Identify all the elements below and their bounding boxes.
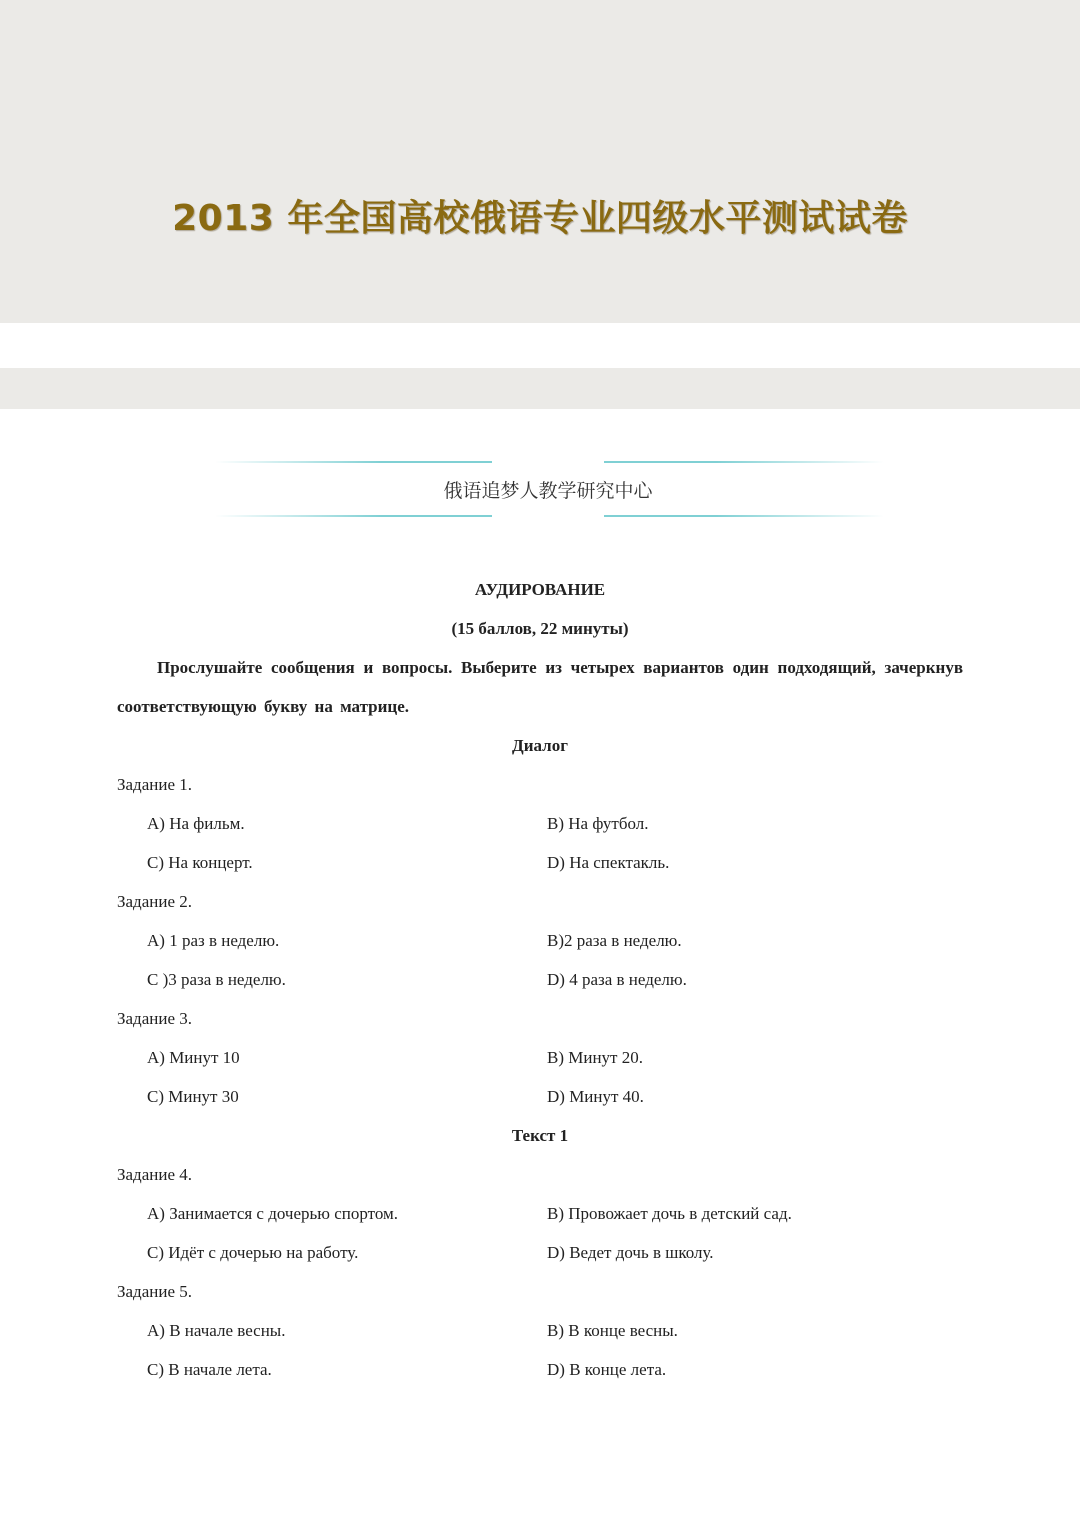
exam-content — [117, 570, 963, 1389]
option-b: B)2 раза в неделю. — [547, 931, 682, 950]
option-d: D) Минут 40. — [547, 1087, 644, 1106]
option-row — [117, 921, 963, 960]
option-d: D) В конце лета. — [547, 1360, 667, 1379]
option-c: C) На концерт. — [147, 853, 253, 872]
option-b: B) Минут 20. — [547, 1048, 643, 1067]
option-row — [117, 1038, 963, 1077]
task-label: Задание 1. — [117, 775, 192, 794]
task-label: Задание 4. — [117, 1165, 192, 1184]
section-instruction: Прослушайте сообщения и вопросы. Выберите из четырех вариантов один подходящий, зачеркнув соответствующую букву на матрице. — [117, 658, 963, 716]
option-row — [117, 1233, 963, 1272]
document-title: 2013 年全国高校俄语专业四级水平测试试卷 — [172, 198, 908, 239]
option-row — [117, 1077, 963, 1116]
option-c: C) Идёт с дочерью на работу. — [147, 1243, 359, 1262]
dialog-heading: Диалог — [512, 736, 568, 755]
section-subheading: (15 баллов, 22 минуты) — [451, 619, 629, 638]
option-c: C) Минут 30 — [147, 1087, 239, 1106]
separator-band — [0, 368, 1080, 409]
option-row — [117, 1311, 963, 1350]
option-d: D) На спектакль. — [547, 853, 670, 872]
option-row — [117, 1194, 963, 1233]
task-label: Задание 5. — [117, 1282, 192, 1301]
task-label: Задание 3. — [117, 1009, 192, 1028]
option-a: A) На фильм. — [147, 814, 245, 833]
option-a: A) 1 раз в неделю. — [147, 931, 280, 950]
option-a: A) Занимается с дочерью спортом. — [147, 1204, 399, 1223]
text-heading: Текст 1 — [511, 1126, 569, 1145]
option-row — [117, 960, 963, 999]
option-d: D) 4 раза в неделю. — [547, 970, 687, 989]
decorative-line — [604, 461, 884, 463]
option-a: A) Минут 10 — [147, 1048, 240, 1067]
task-label: Задание 2. — [117, 892, 192, 911]
option-b: B) Провожает дочь в детский сад. — [547, 1204, 792, 1223]
option-row — [117, 804, 963, 843]
option-b: B) В конце весны. — [547, 1321, 678, 1340]
section-heading: АУДИРОВАНИЕ — [474, 580, 606, 599]
option-row — [117, 1350, 963, 1389]
center-name: 俄语追梦人教学研究中心 — [443, 480, 653, 502]
header-band — [0, 0, 1080, 323]
decorative-line — [215, 461, 492, 463]
option-b: B) На футбол. — [547, 814, 649, 833]
decorative-line — [604, 515, 884, 517]
decorative-line — [215, 515, 492, 517]
option-row — [117, 843, 963, 882]
option-c: C) В начале лета. — [147, 1360, 272, 1379]
option-a: A) В начале весны. — [147, 1321, 286, 1340]
option-d: D) Ведет дочь в школу. — [547, 1243, 714, 1262]
option-c: C )3 раза в неделю. — [147, 970, 286, 989]
